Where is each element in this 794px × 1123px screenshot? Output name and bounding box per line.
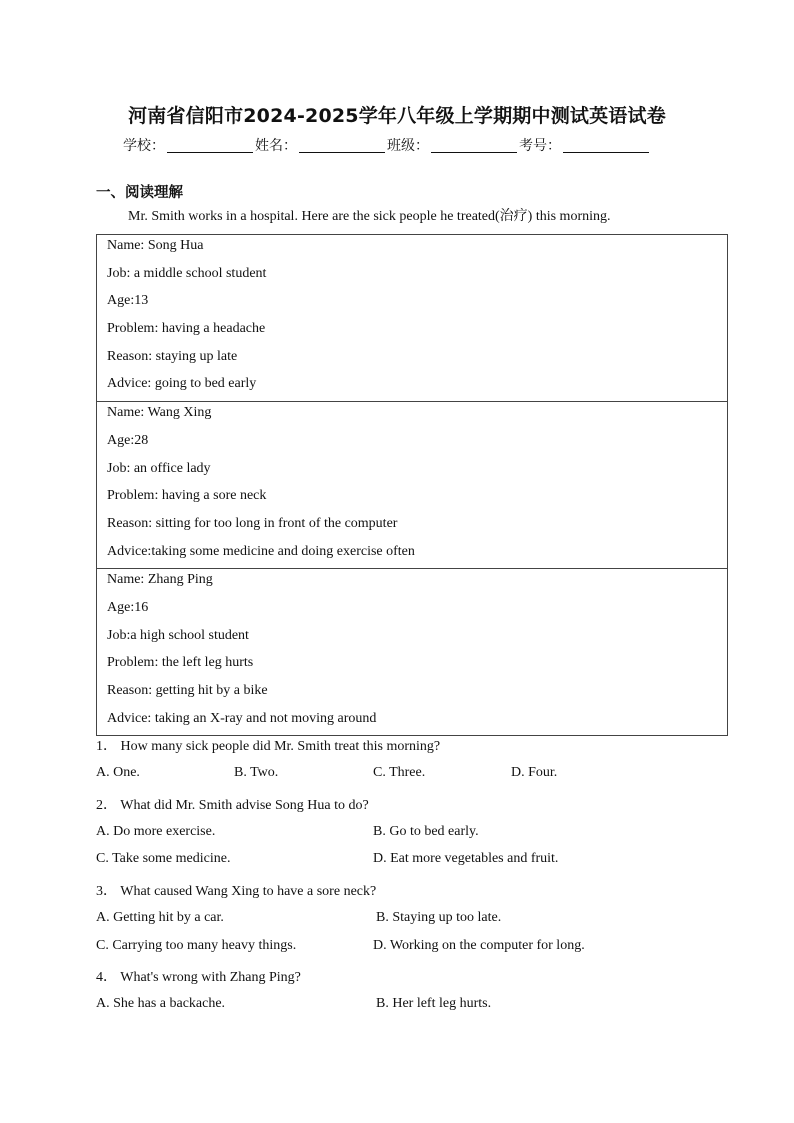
passage-intro: Mr. Smith works in a hospital. Here are the sick people he treated(治疗) this morning.	[128, 209, 611, 224]
record-line: Advice:taking some medicine and doing exercise often	[107, 543, 415, 559]
record-line: Job: a middle school student	[107, 265, 267, 281]
record-line: Age:16	[107, 599, 149, 615]
patient-record	[97, 402, 727, 569]
class-label: 班级：	[387, 138, 429, 154]
answer-option[interactable]: B. Two.	[234, 765, 279, 780]
record-line: Advice: going to bed early	[107, 376, 257, 392]
record-line: Age:13	[107, 293, 149, 309]
record-line: Job: an office lady	[107, 460, 211, 476]
name-blank	[299, 138, 385, 153]
question-stem: 2． What did Mr. Smith advise Song Hua to do?	[96, 798, 369, 813]
answer-option[interactable]: B. Staying up too late.	[376, 910, 502, 925]
question-stem: 4． What's wrong with Zhang Ping?	[96, 970, 301, 985]
answer-option[interactable]: D. Working on the computer for long.	[373, 938, 585, 953]
record-line: Problem: having a headache	[107, 321, 266, 337]
school-label: 学校：	[123, 138, 165, 154]
answer-option[interactable]: C. Carrying too many heavy things.	[96, 938, 297, 953]
answer-option[interactable]: C. Take some medicine.	[96, 851, 231, 866]
record-line: Job:a high school student	[107, 627, 249, 643]
answer-option[interactable]: A. She has a backache.	[96, 996, 226, 1011]
answer-option[interactable]: B. Her left leg hurts.	[376, 996, 492, 1011]
exam-number-label: 考号：	[519, 138, 561, 154]
patient-record	[97, 235, 727, 402]
answer-option[interactable]: D. Four.	[511, 765, 558, 780]
section-heading: 一、阅读理解	[96, 185, 183, 201]
answer-option[interactable]: B. Go to bed early.	[373, 824, 479, 839]
record-line: Advice: taking an X-ray and not moving around	[107, 710, 377, 726]
class-blank	[431, 138, 517, 153]
exam-number-blank	[563, 138, 649, 153]
answer-option[interactable]: A. Do more exercise.	[96, 824, 216, 839]
student-info-line	[123, 135, 651, 155]
patient-table	[96, 234, 728, 736]
name-label: 姓名：	[255, 138, 297, 154]
exam-title: 河南省信阳市2024-2025学年八年级上学期期中测试英语试卷	[128, 105, 666, 127]
answer-option[interactable]: D. Eat more vegetables and fruit.	[373, 851, 559, 866]
patient-record	[97, 569, 727, 735]
record-line: Reason: staying up late	[107, 348, 238, 364]
record-line: Reason: sitting for too long in front of the computer	[107, 515, 398, 531]
question-stem: 1． How many sick people did Mr. Smith treat this morning?	[96, 739, 441, 754]
record-line: Name: Wang Xing	[107, 405, 212, 421]
record-line: Problem: having a sore neck	[107, 488, 267, 504]
record-line: Problem: the left leg hurts	[107, 655, 254, 671]
question-stem: 3． What caused Wang Xing to have a sore neck?	[96, 884, 377, 899]
answer-option[interactable]: A. One.	[96, 765, 140, 780]
record-line: Name: Zhang Ping	[107, 572, 213, 588]
answer-option[interactable]: C. Three.	[373, 765, 426, 780]
record-line: Age:28	[107, 432, 149, 448]
record-line: Name: Song Hua	[107, 238, 204, 253]
school-blank	[167, 138, 253, 153]
answer-option[interactable]: A. Getting hit by a car.	[96, 910, 224, 925]
record-line: Reason: getting hit by a bike	[107, 683, 268, 698]
